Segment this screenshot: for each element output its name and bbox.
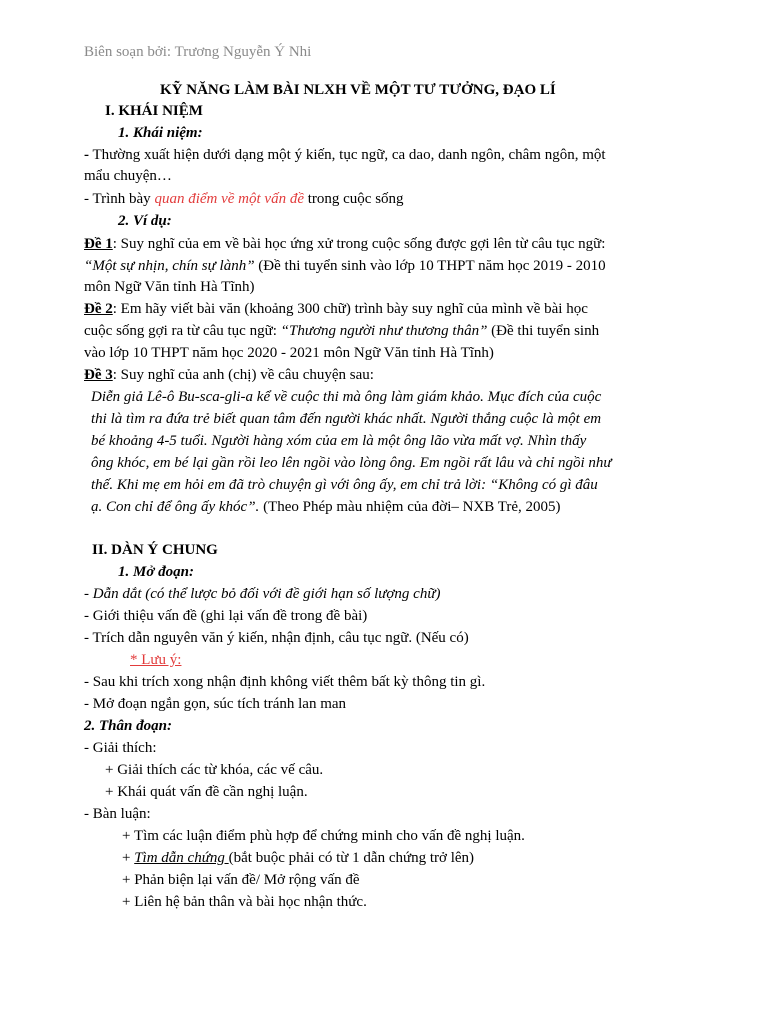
text: Tìm dẫn chứng (134, 850, 229, 866)
intro-line-5: - Mở đoạn ngắn gọn, súc tích tránh lan man (84, 696, 347, 712)
text: : Suy nghĩ của anh (chị) về câu chuyện sau: (112, 367, 374, 383)
intro-line-2: - Giới thiệu vấn đề (ghi lại vấn đề trong đề bài) (84, 608, 368, 624)
body-discuss-a: + Tìm các luận điểm phù hợp để chứng minh cho vấn đề nghị luận. (122, 828, 525, 844)
text: : Suy nghĩ của em về bài học ứng xử trong cuộc sống được gợi lên từ câu tục ngữ: (112, 236, 606, 252)
author-header: Biên soạn bởi: Trương Nguyễn Ý Nhi (84, 44, 312, 60)
concept-line-1 (84, 145, 606, 165)
concept-line-2 (84, 189, 404, 209)
subsection-concept: 1. Khái niệm: (118, 125, 203, 141)
text: (Đề thi tuyển sinh (487, 323, 600, 339)
source: (Theo Phép màu nhiệm của đời– NXB Trẻ, 2005) (259, 499, 561, 515)
text: (bắt buộc phải có từ 1 dẫn chứng trở lên) (228, 850, 475, 866)
de1-line-3: môn Ngữ Văn tỉnh Hà Tĩnh) (84, 279, 255, 295)
body-discuss-b (122, 848, 474, 868)
story-line-3: bé khoảng 4-5 tuổi. Người hàng xóm của em là một ông lão vừa mất vợ. Nhìn thấy (91, 433, 587, 449)
section-1-heading: I. KHÁI NIỆM (105, 103, 203, 119)
story-line-4: ông khóc, em bé lại gần rồi leo lên ngồi vào lòng ông. Em ngồi rất lâu và chỉ ngồi như (91, 455, 612, 471)
document-title: KỸ NĂNG LÀM BÀI NLXH VỀ MỘT TƯ TƯỞNG, ĐẠO LÍ (160, 82, 556, 98)
body-discuss-c: + Phản biện lại vấn đề/ Mở rộng vấn đề (122, 872, 360, 888)
concept-line-1b: mẩu chuyện… (84, 168, 172, 184)
text: Thường xuất hiện dưới dạng một ý kiến, tục ngữ, ca dao, danh ngôn, châm ngôn, một (89, 147, 606, 163)
highlight-text: quan điểm về một vấn đề (154, 191, 304, 207)
body-discuss-d: + Liên hệ bản thân và bài học nhận thức. (122, 894, 367, 910)
text: ạ. Con chỉ để ông ấy khóc”. (91, 499, 260, 515)
text: Dẫn dắt (có thể lược bỏ đối với đề giới hạn số lượng chữ) (92, 586, 441, 602)
intro-line-4: - Sau khi trích xong nhận định không viết thêm bất kỳ thông tin gì. (84, 674, 486, 690)
body-explain-a: + Giải thích các từ khóa, các vế câu. (105, 762, 324, 778)
de2-line-1 (84, 299, 588, 319)
de1-quote: “Một sự nhịn, chín sự lành” (84, 258, 255, 274)
de2-line-2 (84, 321, 599, 341)
de3-label: Đề 3 (84, 367, 113, 383)
de3-line-1 (84, 365, 374, 385)
text: - (84, 586, 93, 602)
text: + (122, 850, 135, 866)
subsection-example: 2. Ví dụ: (118, 213, 172, 229)
text: trong cuộc sống (303, 191, 404, 207)
dash: - (84, 147, 89, 163)
story-line-1: Diễn giả Lê-ô Bu-sca-gli-a kể về cuộc thi mà ông làm giám khảo. Mục đích của cuộc (91, 389, 602, 405)
story-line-5: thế. Khi mẹ em hỏi em đã trò chuyện gì với ông ấy, em chỉ trả lời: “Không có gì đâu (91, 477, 598, 493)
text: - Trình bày (84, 191, 155, 207)
de2-quote: “Thương người như thương thân” (280, 323, 488, 339)
body-explain: - Giải thích: (84, 740, 157, 756)
body-discuss: - Bàn luận: (84, 806, 151, 822)
text: : Em hãy viết bài văn (khoảng 300 chữ) trình bày suy nghĩ của mình về bài học (112, 301, 588, 317)
body-explain-b: + Khái quát vấn đề cần nghị luận. (105, 784, 308, 800)
de1-line-2 (84, 256, 606, 276)
subsection-body: 2. Thân đoạn: (84, 718, 172, 734)
de2-line-3: vào lớp 10 THPT năm học 2020 - 2021 môn Ngữ Văn tỉnh Hà Tĩnh) (84, 345, 494, 361)
story-line-2: thi là tìm ra đứa trẻ biết quan tâm đến người khác nhất. Người thắng cuộc là một em (91, 411, 602, 427)
de1-label: Đề 1 (84, 236, 113, 252)
de2-label: Đề 2 (84, 301, 113, 317)
note-label: * Lưu ý: (130, 652, 182, 668)
subsection-intro: 1. Mở đoạn: (118, 564, 194, 580)
intro-line-3: - Trích dẫn nguyên văn ý kiến, nhận định, câu tục ngữ. (Nếu có) (84, 630, 469, 646)
story-line-6 (91, 497, 561, 517)
text: cuộc sống gợi ra từ câu tục ngữ: (84, 323, 281, 339)
section-2-heading: II. DÀN Ý CHUNG (92, 542, 218, 558)
intro-line-1 (84, 584, 441, 604)
de1-line-1 (84, 234, 605, 254)
text: (Đề thi tuyển sinh vào lớp 10 THPT năm học 2019 - 2010 (254, 258, 606, 274)
